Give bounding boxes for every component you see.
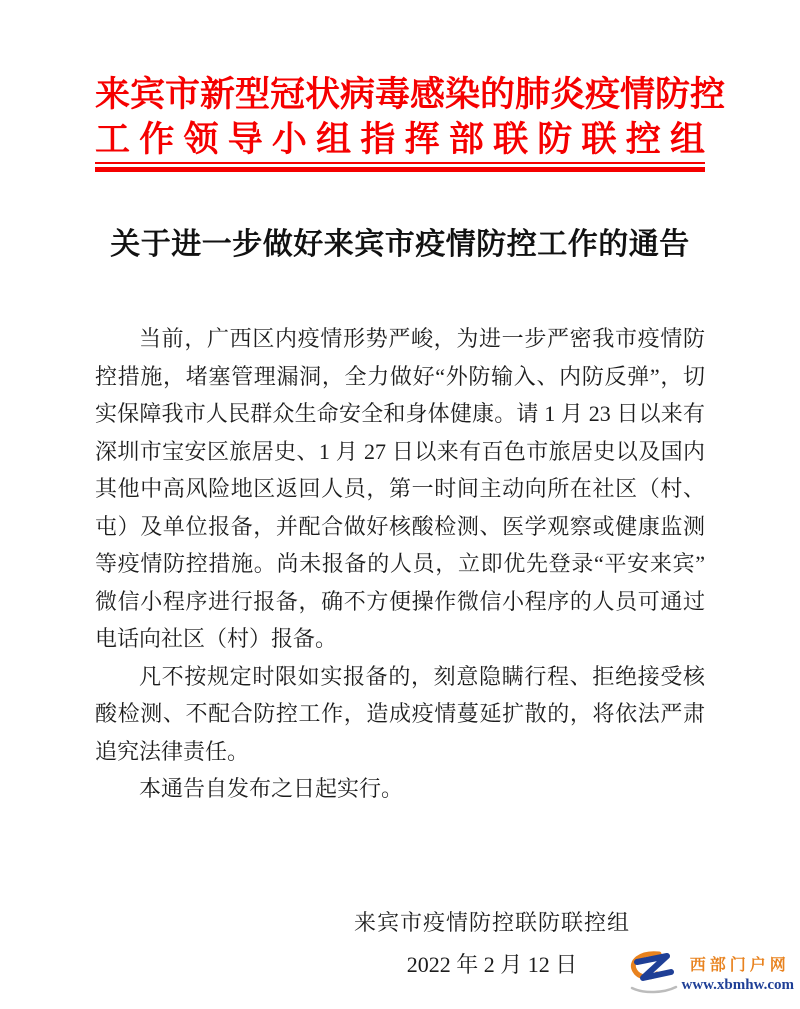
site-watermark bbox=[626, 948, 794, 1001]
issue-date: 2022 年 2 月 12 日 bbox=[406, 951, 578, 977]
site-url: www.xbmhw.com bbox=[681, 976, 794, 993]
zs-swoosh-logo-icon bbox=[626, 948, 678, 1001]
notice-title: 关于进一步做好来宾市疫情防控工作的通告 bbox=[110, 228, 690, 261]
watermark-text bbox=[681, 956, 794, 994]
authority-name-line2: 工作领导小组指挥部联防联控组 bbox=[95, 120, 705, 159]
signature-block bbox=[354, 904, 630, 983]
authority-name-line1: 来宾市新型冠状病毒感染的肺炎疫情防控 bbox=[95, 75, 726, 114]
issuing-organization: 来宾市疫情防控联防联控组 bbox=[353, 909, 630, 935]
body-paragraph-2: 凡不按规定时限如实报备的，刻意隐瞒行程、拒绝接受核酸检测、不配合防控工作，造成疫情蔓延扩散的，将依法严肃追究法律责任。 bbox=[95, 663, 705, 764]
issuing-authority-letterhead bbox=[95, 0, 726, 172]
body-paragraph-3: 本通告自发布之日起实行。 bbox=[139, 776, 404, 801]
notice-body bbox=[95, 320, 705, 808]
letterhead-double-rule bbox=[95, 162, 705, 172]
document-content bbox=[95, 0, 726, 983]
body-paragraph-1: 当前，广西区内疫情形势严峻，为进一步严密我市疫情防控措施，堵塞管理漏洞，全力做好“外防输入、内防反弹”，切实保障我市人民群众生命安全和身体健康。请 1 月 23 日以来有深圳市宝安区旅居史、1 月 27 日以来有百色市旅居史以及国内其他中高风险地区返回人员，第一时间主动向所在社区（村、屯）及单位报备，并配合做好核酸检测、医学观察或健康监测等疫情防控措施。尚未报备的人员，立即优先登录“平安来宾”微信小程序进行报备，确不方便操作微信小程序的人员可通过电话向社区（村）报备。 bbox=[95, 326, 705, 651]
site-name: 西部门户网 bbox=[689, 956, 790, 974]
